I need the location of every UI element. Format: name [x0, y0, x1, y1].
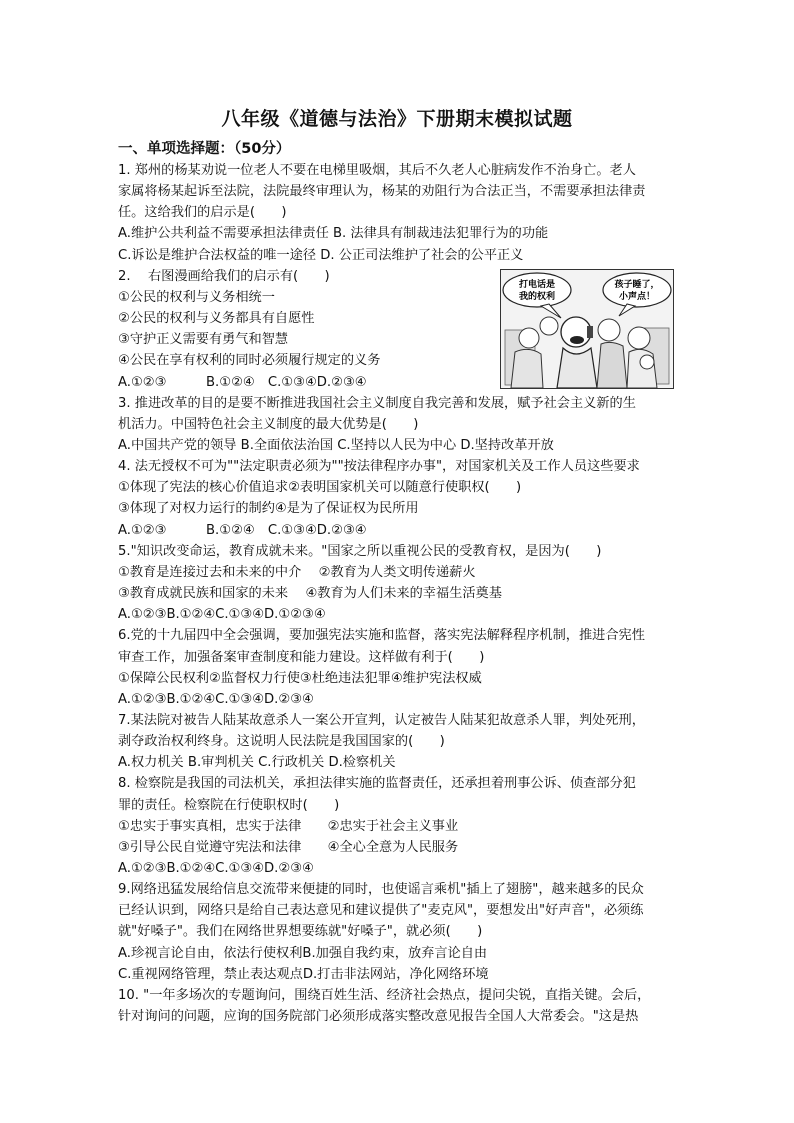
text-line: 3. 推进改革的目的是要不断推进我国社会主义制度自我完善和发展，赋予社会主义新的生 — [118, 395, 636, 411]
text-line: 就"好嗓子"。我们在网络世界想要练就"好嗓子"，就必须( ) — [118, 924, 483, 940]
text-line: A.①②③B.①②④C.①③④D.①②③④ — [118, 607, 326, 623]
text-line: 7.某法院对被告人陆某故意杀人一案公开宣判，认定被告人陆某犯故意杀人罪，判处死刑， — [118, 712, 645, 728]
text-line: ②公民的权利与义务都具有自愿性 — [118, 311, 315, 326]
text-line: ①公民的权利与义务相统一 — [118, 289, 275, 305]
cartoon-illustration — [501, 270, 673, 388]
text-line: 剥夺政治权利终身。这说明人民法院是我国国家的( ) — [118, 734, 445, 749]
text-line: A.权力机关 B.审判机关 C.行政机关 D.检察机关 — [118, 755, 396, 771]
text-line: ④公民在享有权利的同时必须履行规定的义务 — [118, 353, 381, 369]
text-line: 家属将杨某起诉至法院，法院最终审理认为，杨某的劝阻行为合法正当，不需要承担法律责 — [118, 184, 646, 200]
text-line: C.诉讼是维护合法权益的唯一途径 D. 公正司法维护了社会的公平正义 — [118, 247, 524, 263]
text-line: ①教育是连接过去和未来的中介 ②教育为人类文明传递薪火 — [118, 564, 476, 580]
text-line: 8. 检察院是我国的司法机关，承担法律实施的监督责任，还承担着刑事公诉、侦查部分犯 — [118, 776, 636, 792]
text-line: 机活力。中国特色社会主义制度的最大优势是( ) — [118, 416, 419, 432]
text-line: 1. 郑州的杨某劝说一位老人不要在电梯里吸烟，其后不久老人心脏病发作不治身亡。老人 — [118, 163, 636, 178]
text-line: 6.党的十九届四中全会强调，要加强宪法实施和监督，落实宪法解释程序机制，推进合宪性 — [118, 628, 645, 644]
text-line: ①保障公民权利②监督权力行使③杜绝违法犯罪④维护宪法权威 — [118, 670, 482, 686]
text-line: A.维护公共利益不需要承担法律责任 B. 法律具有制裁违法犯罪行为的功能 — [118, 226, 549, 242]
text-line: A.中国共产党的领导 B.全面依法治国 C.坚持以人民为中心 D.坚持改革开放 — [118, 437, 554, 453]
text-line: 2. 右图漫画给我们的启示有( ) — [118, 268, 330, 284]
text-line: 9.网络迅猛发展给信息交流带来便捷的同时，也使谣言乘机"插上了翅膀"，越来越多的民众 — [118, 882, 644, 898]
cartoon-bubble-right-line1: 孩子睡了， — [614, 280, 660, 290]
text-line: ③引导公民自觉遵守宪法和法律 ④全心全意为人民服务 — [118, 839, 459, 855]
text-line: 审查工作，加强备案审查制度和能力建设。这样做有利于( ) — [118, 649, 485, 665]
text-line: 10. "一年多场次的专题询问，围绕百姓生活、经济社会热点，提问尖锐，直指关键。会后， — [118, 987, 651, 1003]
text-line: 4. 法无授权不可为""法定职责必须为""按法律程序办事"，对国家机关及工作人员这些要求 — [118, 459, 640, 475]
cartoon-bubble-left-line1: 打电话是 — [518, 280, 556, 290]
text-line: A.①②③B.①②④C.①③④D.②③④ — [118, 860, 314, 876]
text-line: ①忠实于事实真相，忠实于法律 ②忠实于社会主义事业 — [118, 818, 459, 834]
cartoon-bubble-right-line2: 小声点！ — [618, 292, 656, 302]
text-line: ③体现了对权力运行的制约④是为了保证权为民所用 — [118, 501, 419, 517]
cartoon-image — [500, 269, 674, 389]
text-line: 5."知识改变命运，教育成就未来。"国家之所以重视公民的受教育权，是因为( ) — [118, 543, 602, 559]
text-line: A.①②③ B.①②④ C.①③④D.②③④ — [118, 522, 367, 538]
text-line: 罪的责任。检察院在行使职权时( ) — [118, 797, 340, 813]
text-line: C.重视网络管理，禁止表达观点D.打击非法网站，净化网络环境 — [118, 966, 489, 982]
text-line: A.①②③B.①②④C.①③④D.②③④ — [118, 691, 314, 707]
text-line: A.珍视言论自由，依法行使权利B.加强自我约束，放弃言论自由 — [118, 945, 488, 961]
text-line: ③守护正义需要有勇气和智慧 — [118, 332, 289, 348]
text-line: A.①②③ B.①②④ C.①③④D.②③④ — [118, 374, 367, 390]
text-line: ③教育成就民族和国家的未来 ④教育为人们未来的幸福生活奠基 — [118, 586, 502, 601]
cartoon-bubble-left-line2: 我的权利 — [518, 292, 556, 302]
section-heading: 一、单项选择题：（50分） — [118, 141, 291, 157]
text-line: 已经认识到，网络只是给自己表达意见和建议提供了"麦克风"，要想发出"好声音"，必须练 — [118, 903, 644, 919]
text-line: 针对询问的问题，应询的国务院部门必须形成落实整改意见报告全国人大常委会。"这是热 — [118, 1009, 639, 1024]
text-line: 任。这给我们的启示是( ) — [118, 205, 287, 221]
text-line: ①体现了宪法的核心价值追求②表明国家机关可以随意行使职权( ) — [118, 480, 522, 496]
page-title: 八年级《道德与法治》下册期末模拟试题 — [221, 108, 573, 130]
